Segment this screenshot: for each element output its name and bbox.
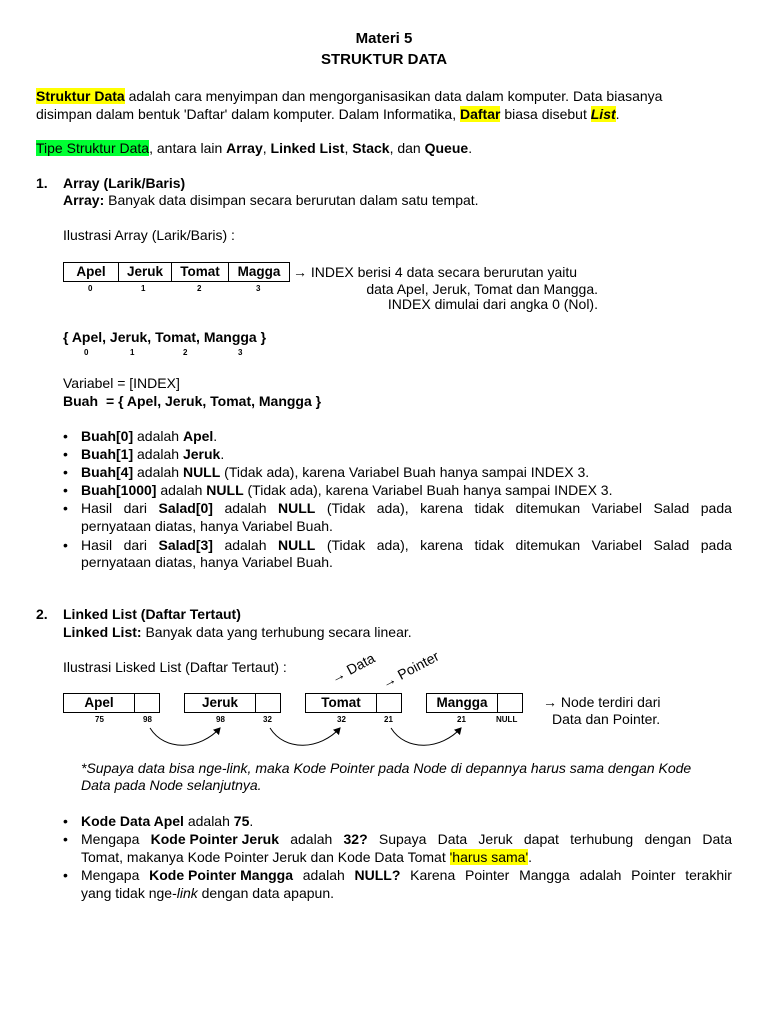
pointer-cell xyxy=(256,694,280,712)
intro-term: Struktur Data xyxy=(36,88,125,104)
bullet-item: Mengapa Kode Pointer Jeruk adalah 32? Supaya Data Jeruk dapat terhubung dengan Data xyxy=(81,831,732,847)
array-set: { Apel, Jeruk, Tomat, Mangga } xyxy=(63,329,267,345)
array-box xyxy=(63,262,290,282)
variable-line: Variabel = [INDEX] xyxy=(63,375,180,391)
bullet-item-continued: pernyataan diatas, hanya Variabel Buah. xyxy=(81,554,333,570)
array-cell: Apel xyxy=(64,263,119,281)
array-index: 3 xyxy=(256,284,261,293)
section1-number: 1. xyxy=(36,175,48,191)
link-arrow xyxy=(391,728,461,745)
bullet-item: Buah[4] adalah NULL (Tidak ada), karena Variabel Buah hanya sampai INDEX 3. xyxy=(81,464,590,480)
bullet-item-continued: Tomat, makanya Kode Pointer Jeruk dan Kode Data Tomat 'harus sama'. xyxy=(81,849,533,865)
bullet-item: Buah[0] adalah Apel. xyxy=(81,428,218,444)
node-pointer-code: 21 xyxy=(384,715,393,724)
bullet-item: Buah[1] adalah Jeruk. xyxy=(81,446,225,462)
node-data-code: 98 xyxy=(216,715,225,724)
buah-label: Buah xyxy=(63,393,98,409)
list-term: List xyxy=(590,106,616,122)
set-index: 3 xyxy=(238,348,243,357)
node-apel: Apel xyxy=(63,693,160,713)
link-arrow xyxy=(150,728,220,745)
node-data-code: 21 xyxy=(457,715,466,724)
node-pointer-code: 32 xyxy=(263,715,272,724)
node-mangga: Mangga xyxy=(426,693,523,713)
intro-line-1: Struktur Data adalah cara menyimpan dan mengorganisasikan data dalam komputer. Data biasanya xyxy=(36,88,663,104)
array-index: 2 xyxy=(197,284,202,293)
section2-definition: Linked List: Banyak data yang terhubung secara linear. xyxy=(63,624,412,640)
pointer-cell xyxy=(377,694,401,712)
bullet-item: Hasil dari Salad[3] adalah NULL (Tidak ada), karena tidak ditemukan Variabel Salad pada xyxy=(81,537,732,553)
node-note-2: Data dan Pointer. xyxy=(552,711,661,727)
array-illustration-label: Ilustrasi Array (Larik/Baris) : xyxy=(63,227,235,243)
daftar-term: Daftar xyxy=(459,106,501,122)
section1-heading: Array (Larik/Baris) xyxy=(63,175,186,191)
data-label: → Data xyxy=(328,649,378,687)
pointer-label: → Pointer xyxy=(379,647,442,692)
section2-number: 2. xyxy=(36,606,48,622)
array-cell: Tomat xyxy=(172,263,229,281)
harus-sama-highlight: 'harus sama' xyxy=(449,849,529,865)
intro-line-2: disimpan dalam bentuk 'Daftar' dalam komputer. Dalam Informatika, Daftar biasa disebut List. xyxy=(36,106,620,122)
node-jeruk: Jeruk xyxy=(184,693,281,713)
link-arrow xyxy=(270,728,340,745)
array-cell: Magga xyxy=(237,264,281,279)
node-data-code: 75 xyxy=(95,715,104,724)
link-arrows xyxy=(140,722,480,752)
set-index: 0 xyxy=(84,348,89,357)
italic-note-2: Data pada Node selanjutnya. xyxy=(81,777,262,793)
bullet-item: Mengapa Kode Pointer Mangga adalah NULL? Karena Pointer Mangga adalah Pointer terakhir xyxy=(81,867,732,883)
buah-value: = { Apel, Jeruk, Tomat, Mangga } xyxy=(106,393,322,409)
bullet-item: Kode Data Apel adalah 75. xyxy=(81,813,254,829)
array-index: 1 xyxy=(141,284,146,293)
page-title: Materi 5 xyxy=(355,30,413,47)
pointer-cell xyxy=(135,694,159,712)
pointer-cell xyxy=(498,694,522,712)
node-pointer-code: NULL xyxy=(496,715,518,724)
set-index: 2 xyxy=(183,348,188,357)
bullet-item: Hasil dari Salad[0] adalah NULL (Tidak ada), karena tidak ditemukan Variabel Salad pada xyxy=(81,500,732,516)
bullet-item: Buah[1000] adalah NULL (Tidak ada), karena Variabel Buah hanya sampai INDEX 3. xyxy=(81,482,613,498)
page-subtitle: STRUKTUR DATA xyxy=(320,51,448,68)
array-note-2: data Apel, Jeruk, Tomat dan Mangga. xyxy=(366,281,598,297)
node-tomat: Tomat xyxy=(305,693,402,713)
node-data-code: 32 xyxy=(337,715,346,724)
set-index: 1 xyxy=(130,348,135,357)
italic-note-1: *Supaya data bisa nge-link, maka Kode Pointer pada Node di depannya harus sama dengan Kode xyxy=(81,760,692,776)
bullet-item-continued: yang tidak nge-link dengan data apapun. xyxy=(81,885,334,901)
node-pointer-code: 98 xyxy=(143,715,152,724)
array-cell: Jeruk xyxy=(119,263,172,281)
node-note-1: → Node terdiri dari xyxy=(543,694,661,710)
section1-definition: Array: Banyak data disimpan secara berurutan dalam satu tempat. xyxy=(63,192,479,208)
types-line: Tipe Struktur Data, antara lain Array, Linked List, Stack, dan Queue. xyxy=(36,140,473,156)
array-index: 0 xyxy=(88,284,93,293)
types-label: Tipe Struktur Data xyxy=(36,140,150,156)
array-note-3: INDEX dimulai dari angka 0 (Nol). xyxy=(387,296,598,312)
section2-heading: Linked List (Daftar Tertaut) xyxy=(63,606,241,622)
bullet-item-continued: pernyataan diatas, hanya Variabel Buah. xyxy=(81,518,333,534)
array-note-1: → INDEX berisi 4 data secara berurutan yaitu xyxy=(293,264,578,280)
linked-illustration-label: Ilustrasi Lisked List (Daftar Tertaut) : xyxy=(63,659,287,675)
